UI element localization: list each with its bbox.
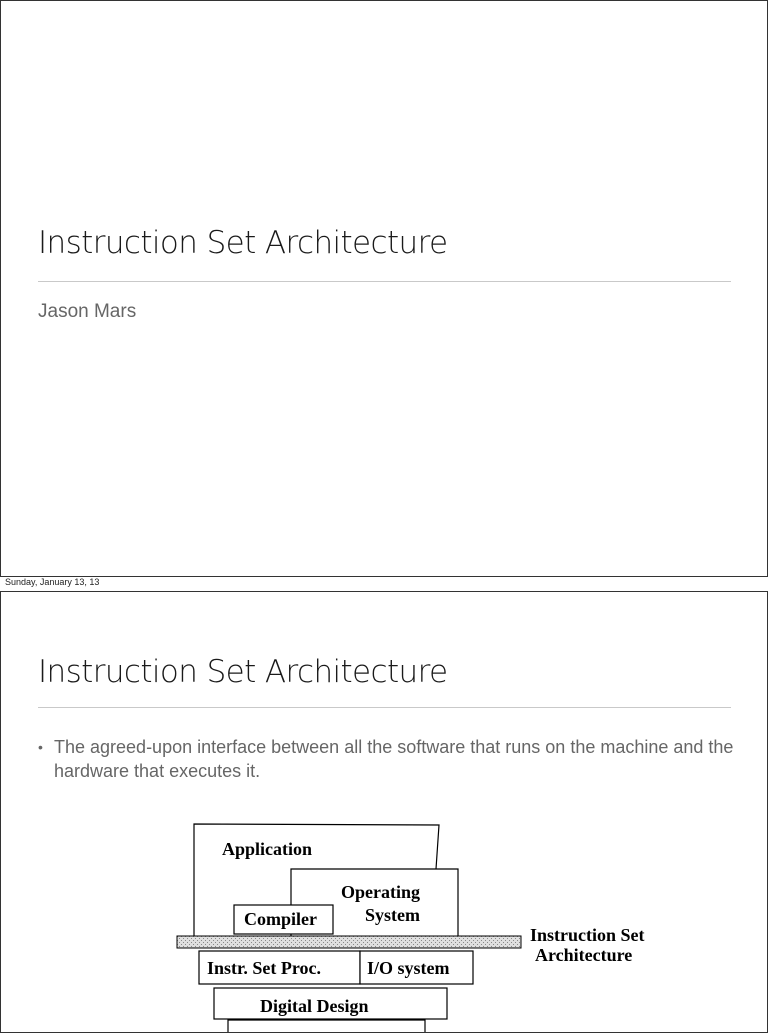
compiler-label: Compiler: [244, 909, 317, 929]
application-label: Application: [222, 839, 313, 859]
content-slide: [0, 591, 768, 1033]
slide-title: Instruction Set Architecture: [38, 225, 448, 261]
system-label: System: [365, 905, 420, 925]
isa-label-line1: Instruction Set: [530, 925, 645, 945]
slide-footer-date: Sunday, January 13, 13: [5, 577, 100, 587]
isa-layer-diagram: [1, 592, 767, 1032]
circuit-design-box-edge: [228, 1020, 425, 1032]
author-name: Jason Mars: [38, 301, 137, 322]
bullet-text: The agreed-upon interface between all the software that runs on the machine and the hardware that executes it.: [54, 737, 734, 781]
operating-label: Operating: [341, 882, 420, 902]
isa-label-line2: Architecture: [535, 945, 633, 965]
instr-set-proc-label: Instr. Set Proc.: [207, 958, 321, 978]
digital-design-label: Digital Design: [260, 996, 369, 1016]
isa-bar: [177, 936, 521, 948]
slide-title: Instruction Set Architecture: [38, 654, 448, 690]
bullet-marker: •: [38, 739, 43, 755]
io-system-label: I/O system: [367, 958, 450, 978]
title-divider: [38, 281, 731, 282]
